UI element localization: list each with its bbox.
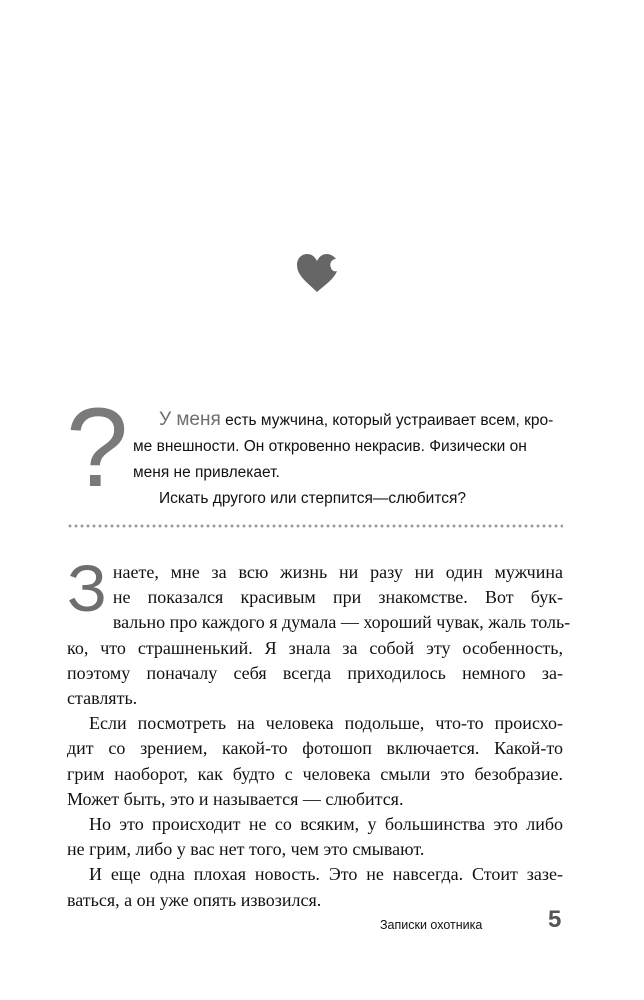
article-line: ко, что страшненький. Я знала за собой эту особенность, [67,637,563,658]
article-line: дит со зрением, какой-то фотошоп включается. Какой-то [67,738,563,759]
drop-cap: З [67,551,107,625]
article-line: Может быть, это и называется — слюбится. [67,788,404,809]
article-line: Но это происходит не со всяким, у большинства это либо [89,814,563,835]
article-line: наете, мне за всю жизнь ни разу ни один мужчина [112,562,563,582]
article-line: грим наоборот, как будто с человека смыли это безобразие. [67,763,563,784]
article-body [67,551,571,913]
question-line-3: меня не привлекает. [133,464,280,481]
question-lead: У меня [159,409,221,430]
heart-icon [294,250,340,296]
article-line: не показался красивым при знакомстве. Вот бук- [112,587,563,608]
question-mark: ? [66,385,129,510]
dotted-divider [67,524,563,528]
article-line: вально про каждого я думала — хороший чувак, жаль толь- [112,612,571,633]
article-line: поэтому поначалу себя всегда приходилось немного за- [67,662,563,683]
page-number: 5 [548,906,562,933]
question-line-1-rest: есть мужчина, который устраивает всем, кро- [220,412,554,429]
running-footer-title: Записки охотника [380,918,483,932]
article-line: ставлять. [67,688,138,709]
article-line: Если посмотреть на человека подольше, что-то происхо- [89,713,563,734]
reader-question [133,407,563,512]
article-line: не грим, либо у вас нет того, чем это смывают. [67,839,425,860]
question-line-4: Искать другого или стерпится—слюбится? [159,490,467,507]
question-line-1 [133,407,563,434]
article-line: ваться, а он уже опять извозился. [67,889,322,910]
article-line: И еще одна плохая новость. Это не навсегда. Стоит зазе- [89,864,563,885]
question-line-2: ме внешности. Он откровенно некрасив. Физически он [133,438,527,455]
